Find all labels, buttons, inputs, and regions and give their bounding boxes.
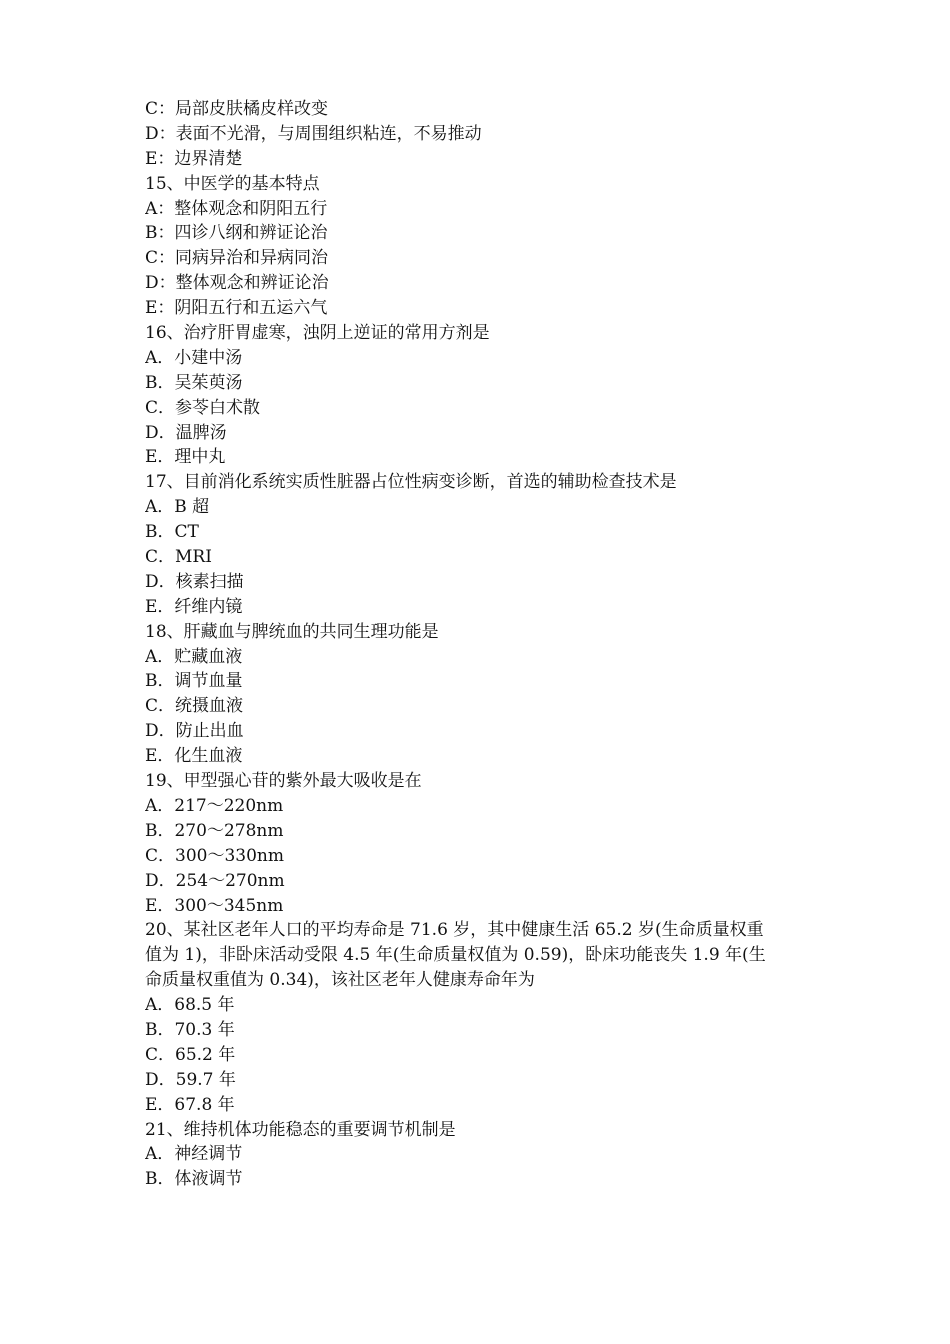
text-line-22: A．贮藏血液: [145, 646, 243, 667]
text-line-after-2: C．65.2 年: [145, 1044, 236, 1065]
text-line-32: E．300～345nm: [145, 895, 284, 916]
question-20-line-1: 值为 1)，非卧床活动受限 4.5 年(生命质量权值为 0.59)，卧床功能丧失 1.9 年(生: [145, 945, 766, 966]
text-line-21: 18、肝藏血与脾统血的共同生理功能是: [145, 621, 439, 642]
text-line-after-6: A．神经调节: [145, 1144, 243, 1165]
text-line-8: E：阴阳五行和五运六气: [145, 298, 328, 319]
text-line-30: C．300～330nm: [145, 845, 284, 866]
text-line-24: C．统摄血液: [145, 696, 244, 717]
text-line-15: 17、目前消化系统实质性脏器占位性病变诊断，首选的辅助检查技术是: [145, 472, 677, 493]
text-line-2: E：边界清楚: [145, 148, 243, 169]
document-page: [145, 97, 810, 1192]
text-line-4: A：整体观念和阴阳五行: [145, 198, 328, 219]
text-line-29: B．270～278nm: [145, 820, 284, 841]
text-line-25: D．防止出血: [145, 721, 244, 742]
text-line-3: 15、中医学的基本特点: [145, 173, 320, 194]
text-line-7: D：整体观念和辨证论治: [145, 273, 329, 294]
text-line-11: B．吴茱萸汤: [145, 372, 243, 393]
text-line-28: A．217～220nm: [145, 795, 284, 816]
text-line-14: E．理中丸: [145, 447, 226, 468]
question-block-14-19: [145, 97, 810, 918]
text-line-after-3: D．59.7 年: [145, 1069, 236, 1090]
text-line-20: E．纤维内镜: [145, 596, 243, 617]
text-line-23: B．调节血量: [145, 671, 243, 692]
question-block-20-21: [145, 993, 810, 1192]
text-line-1: D：表面不光滑，与周围组织粘连，不易推动: [145, 123, 482, 144]
text-line-17: B．CT: [145, 522, 199, 543]
text-line-18: C．MRI: [145, 547, 212, 568]
text-line-10: A．小建中汤: [145, 347, 243, 368]
text-line-31: D．254～270nm: [145, 870, 285, 891]
text-line-26: E．化生血液: [145, 746, 243, 767]
text-line-27: 19、甲型强心苷的紫外最大吸收是在: [145, 771, 422, 792]
question-20-line-0: 20、某社区老年人口的平均寿命是 71.6 岁，其中健康生活 65.2 岁(生命质量权重: [145, 920, 764, 941]
text-line-0: C：局部皮肤橘皮样改变: [145, 99, 329, 119]
text-line-after-4: E．67.8 年: [145, 1094, 235, 1115]
text-line-5: B：四诊八纲和辨证论治: [145, 223, 328, 244]
text-line-after-0: A．68.5 年: [145, 995, 235, 1016]
text-line-12: C．参苓白术散: [145, 397, 261, 418]
text-line-after-1: B．70.3 年: [145, 1019, 235, 1040]
text-line-19: D．核素扫描: [145, 571, 244, 592]
question-20-stem: [145, 918, 810, 993]
text-line-after-5: 21、维持机体功能稳态的重要调节机制是: [145, 1119, 456, 1140]
text-line-9: 16、治疗肝胃虚寒，浊阴上逆证的常用方剂是: [145, 323, 490, 344]
text-line-after-7: B．体液调节: [145, 1169, 243, 1190]
text-line-16: A．B 超: [145, 497, 210, 518]
text-line-13: D．温脾汤: [145, 422, 227, 443]
text-line-6: C：同病异治和异病同治: [145, 248, 329, 269]
question-20-line-2: 命质量权重值为 0.34)，该社区老年人健康寿命年为: [145, 970, 535, 991]
